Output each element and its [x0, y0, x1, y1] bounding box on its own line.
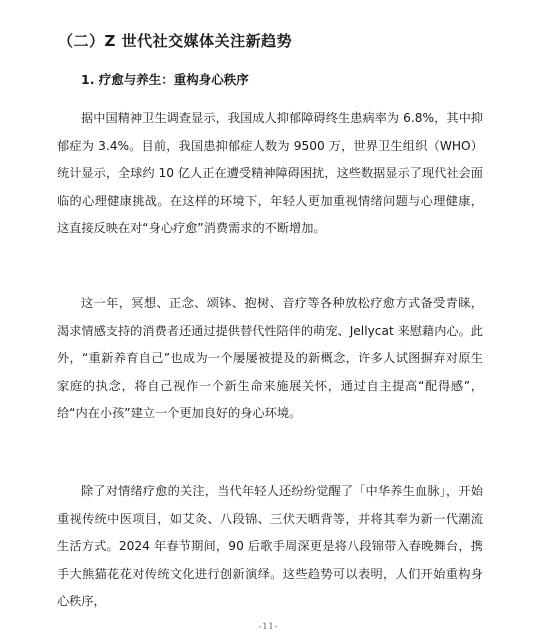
section-heading: （二）Z 世代社交媒体关注新趋势 — [58, 32, 293, 50]
subsection-heading: 1. 疗愈与养生：重构身心秩序 — [81, 72, 249, 87]
body-paragraph: 除了对情绪疗愈的关注，当代年轻人还纷纷觉醒了「中华养生血脉」，开始重视传统中医项目，如艾灸、八段锦、三伏天晒背等，并将其奉为新一代潮流生活方式。2024 年春节期间，90 后歌手周深更是将八段锦带入春晚舞台，携手大熊猫花花对传统文化进行创新演绎。这些趋势可以表明，人们开始重构身心秩序， — [57, 484, 483, 609]
body-paragraph: 这一年，冥想、正念、颂钵、抱树、音疗等各种放松疗愈方式备受青睐，渴求情感支持的消费者还通过提供替代性陪伴的萌宠、Jellycat 来慰藉内心。此外，“重新养育自己”也成为一个屡屡被提及的新概念，许多人试图摒弃对原生家庭的执念，将自己视作一个新生命来施展关怀，通过自主提高“配得感”，给“内在小孩”建立一个更加良好的身心环境。 — [57, 296, 483, 421]
page-number: -11- — [258, 622, 279, 631]
body-paragraph: 据中国精神卫生调查显示，我国成人抑郁障碍终生患病率为 6.8%，其中抑郁症为 3.4%。目前，我国患抑郁症人数为 9500 万，世界卫生组织（WHO）统计显示，全球约 10 亿人正在遭受精神障碍困扰，这些数据显示了现代社会面临的心理健康挑战。在这样的环境下，年轻人更加重视情绪问题与心理健康，这直接反映在对“身心疗愈”消费需求的不断增加。 — [57, 111, 483, 236]
